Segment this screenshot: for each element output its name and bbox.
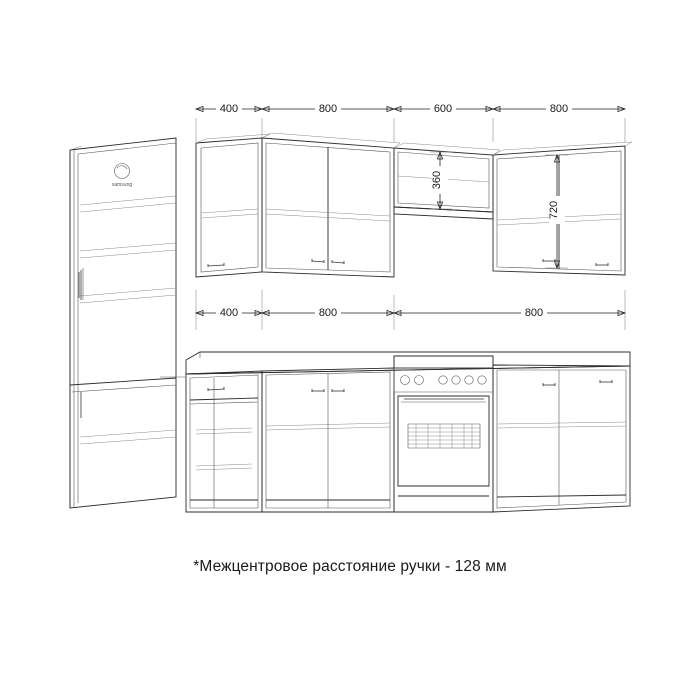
vertical-dim-label-720: 720 xyxy=(548,200,560,220)
top-dimension-row xyxy=(196,101,625,142)
tall-fridge-unit xyxy=(70,138,176,508)
upper-cabinet-400 xyxy=(196,134,270,277)
cooktop-icon xyxy=(401,376,487,385)
top-dim-label-0: 400 xyxy=(219,103,239,115)
svg-text:samsung: samsung xyxy=(111,182,133,188)
upper-cabinets-row xyxy=(196,133,632,277)
base-cabinet-800-right xyxy=(493,365,630,512)
middle-dim-label-0: 400 xyxy=(219,307,239,319)
middle-dim-label-2: 800 xyxy=(524,307,544,319)
fridge-icon xyxy=(112,164,133,189)
oven-icon xyxy=(398,396,489,486)
middle-dim-label-1: 800 xyxy=(318,307,338,319)
top-dim-label-1: 800 xyxy=(318,103,338,115)
vertical-dimension-720 xyxy=(545,155,568,268)
upper-cabinet-800-left xyxy=(262,133,400,277)
base-cabinet-400 xyxy=(186,371,262,512)
middle-dimension-row xyxy=(196,290,625,330)
cooker-unit xyxy=(394,356,493,512)
vertical-dim-label-360: 360 xyxy=(431,170,443,190)
caption-handle-spacing: *Межцентровое расстояние ручки - 128 мм xyxy=(193,558,507,575)
base-cabinets-row xyxy=(160,352,630,512)
top-dim-label-3: 800 xyxy=(549,103,569,115)
vertical-dimension-360 xyxy=(430,152,452,209)
top-dim-label-2: 600 xyxy=(433,103,453,115)
base-cabinet-800-left xyxy=(262,368,394,512)
